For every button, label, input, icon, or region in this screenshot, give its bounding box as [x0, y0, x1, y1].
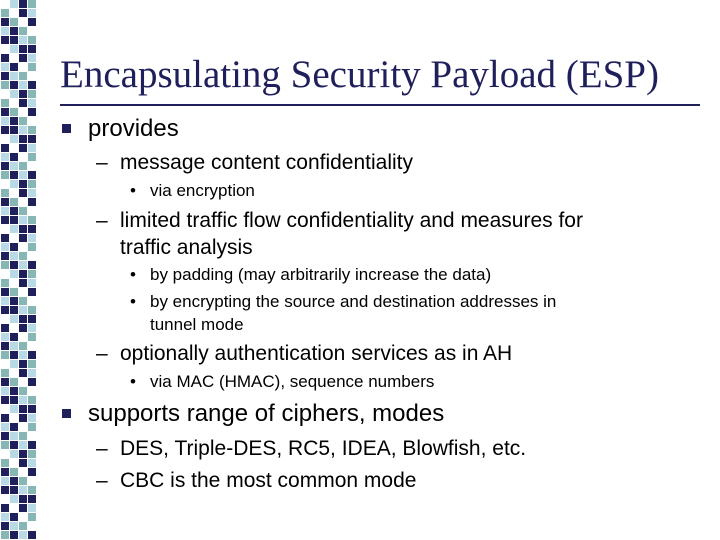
bullet-text: via MAC (HMAC), sequence numbers	[150, 372, 435, 391]
sub-bullet-confidentiality	[96, 151, 413, 175]
sub-sub-bullet-encryption	[130, 181, 255, 201]
bullet-text: by padding (may arbitrarily increase the data)	[150, 265, 492, 284]
bullet-provides: provides	[88, 115, 179, 142]
sub-sub-bullet-mac	[130, 372, 434, 392]
dash-marker: –	[96, 437, 108, 460]
bullet-text: via encryption	[150, 181, 255, 200]
slide-title: Encapsulating Security Payload (ESP)	[60, 53, 659, 96]
bullet-text-continuation: tunnel mode	[150, 315, 244, 334]
dash-marker: –	[96, 209, 108, 232]
sub-bullet-cbc	[96, 469, 416, 493]
bullet-ciphers: supports range of ciphers, modes	[88, 400, 445, 427]
sub-sub-bullet-padding	[130, 265, 491, 285]
sub-bullet-algorithms	[96, 437, 526, 461]
sub-bullet-authentication	[96, 342, 512, 366]
bullet-text: CBC is the most common mode	[120, 469, 417, 492]
bullet-text: DES, Triple-DES, RC5, IDEA, Blowfish, etc.	[120, 437, 527, 460]
sub-bullet-traffic-flow	[96, 209, 583, 259]
sub-sub-bullet-encrypting	[130, 292, 557, 334]
dot-marker: •	[130, 292, 136, 311]
bullet-text: message content confidentiality	[120, 151, 414, 174]
bullet-text-continuation: traffic analysis	[120, 236, 253, 259]
bullet-text: optionally authentication services as in AH	[120, 342, 513, 365]
dash-marker: –	[96, 469, 108, 492]
bullet-text: by encrypting the source and destination addresses in	[150, 292, 557, 311]
dot-marker: •	[130, 265, 136, 284]
bullet-text: limited traffic flow confidentiality and measures for	[120, 209, 583, 232]
dot-marker: •	[130, 372, 136, 391]
square-bullet-icon	[62, 124, 71, 133]
dash-marker: –	[96, 342, 108, 365]
dash-marker: –	[96, 151, 108, 174]
square-bullet-icon	[62, 409, 71, 418]
dot-marker: •	[130, 181, 136, 200]
